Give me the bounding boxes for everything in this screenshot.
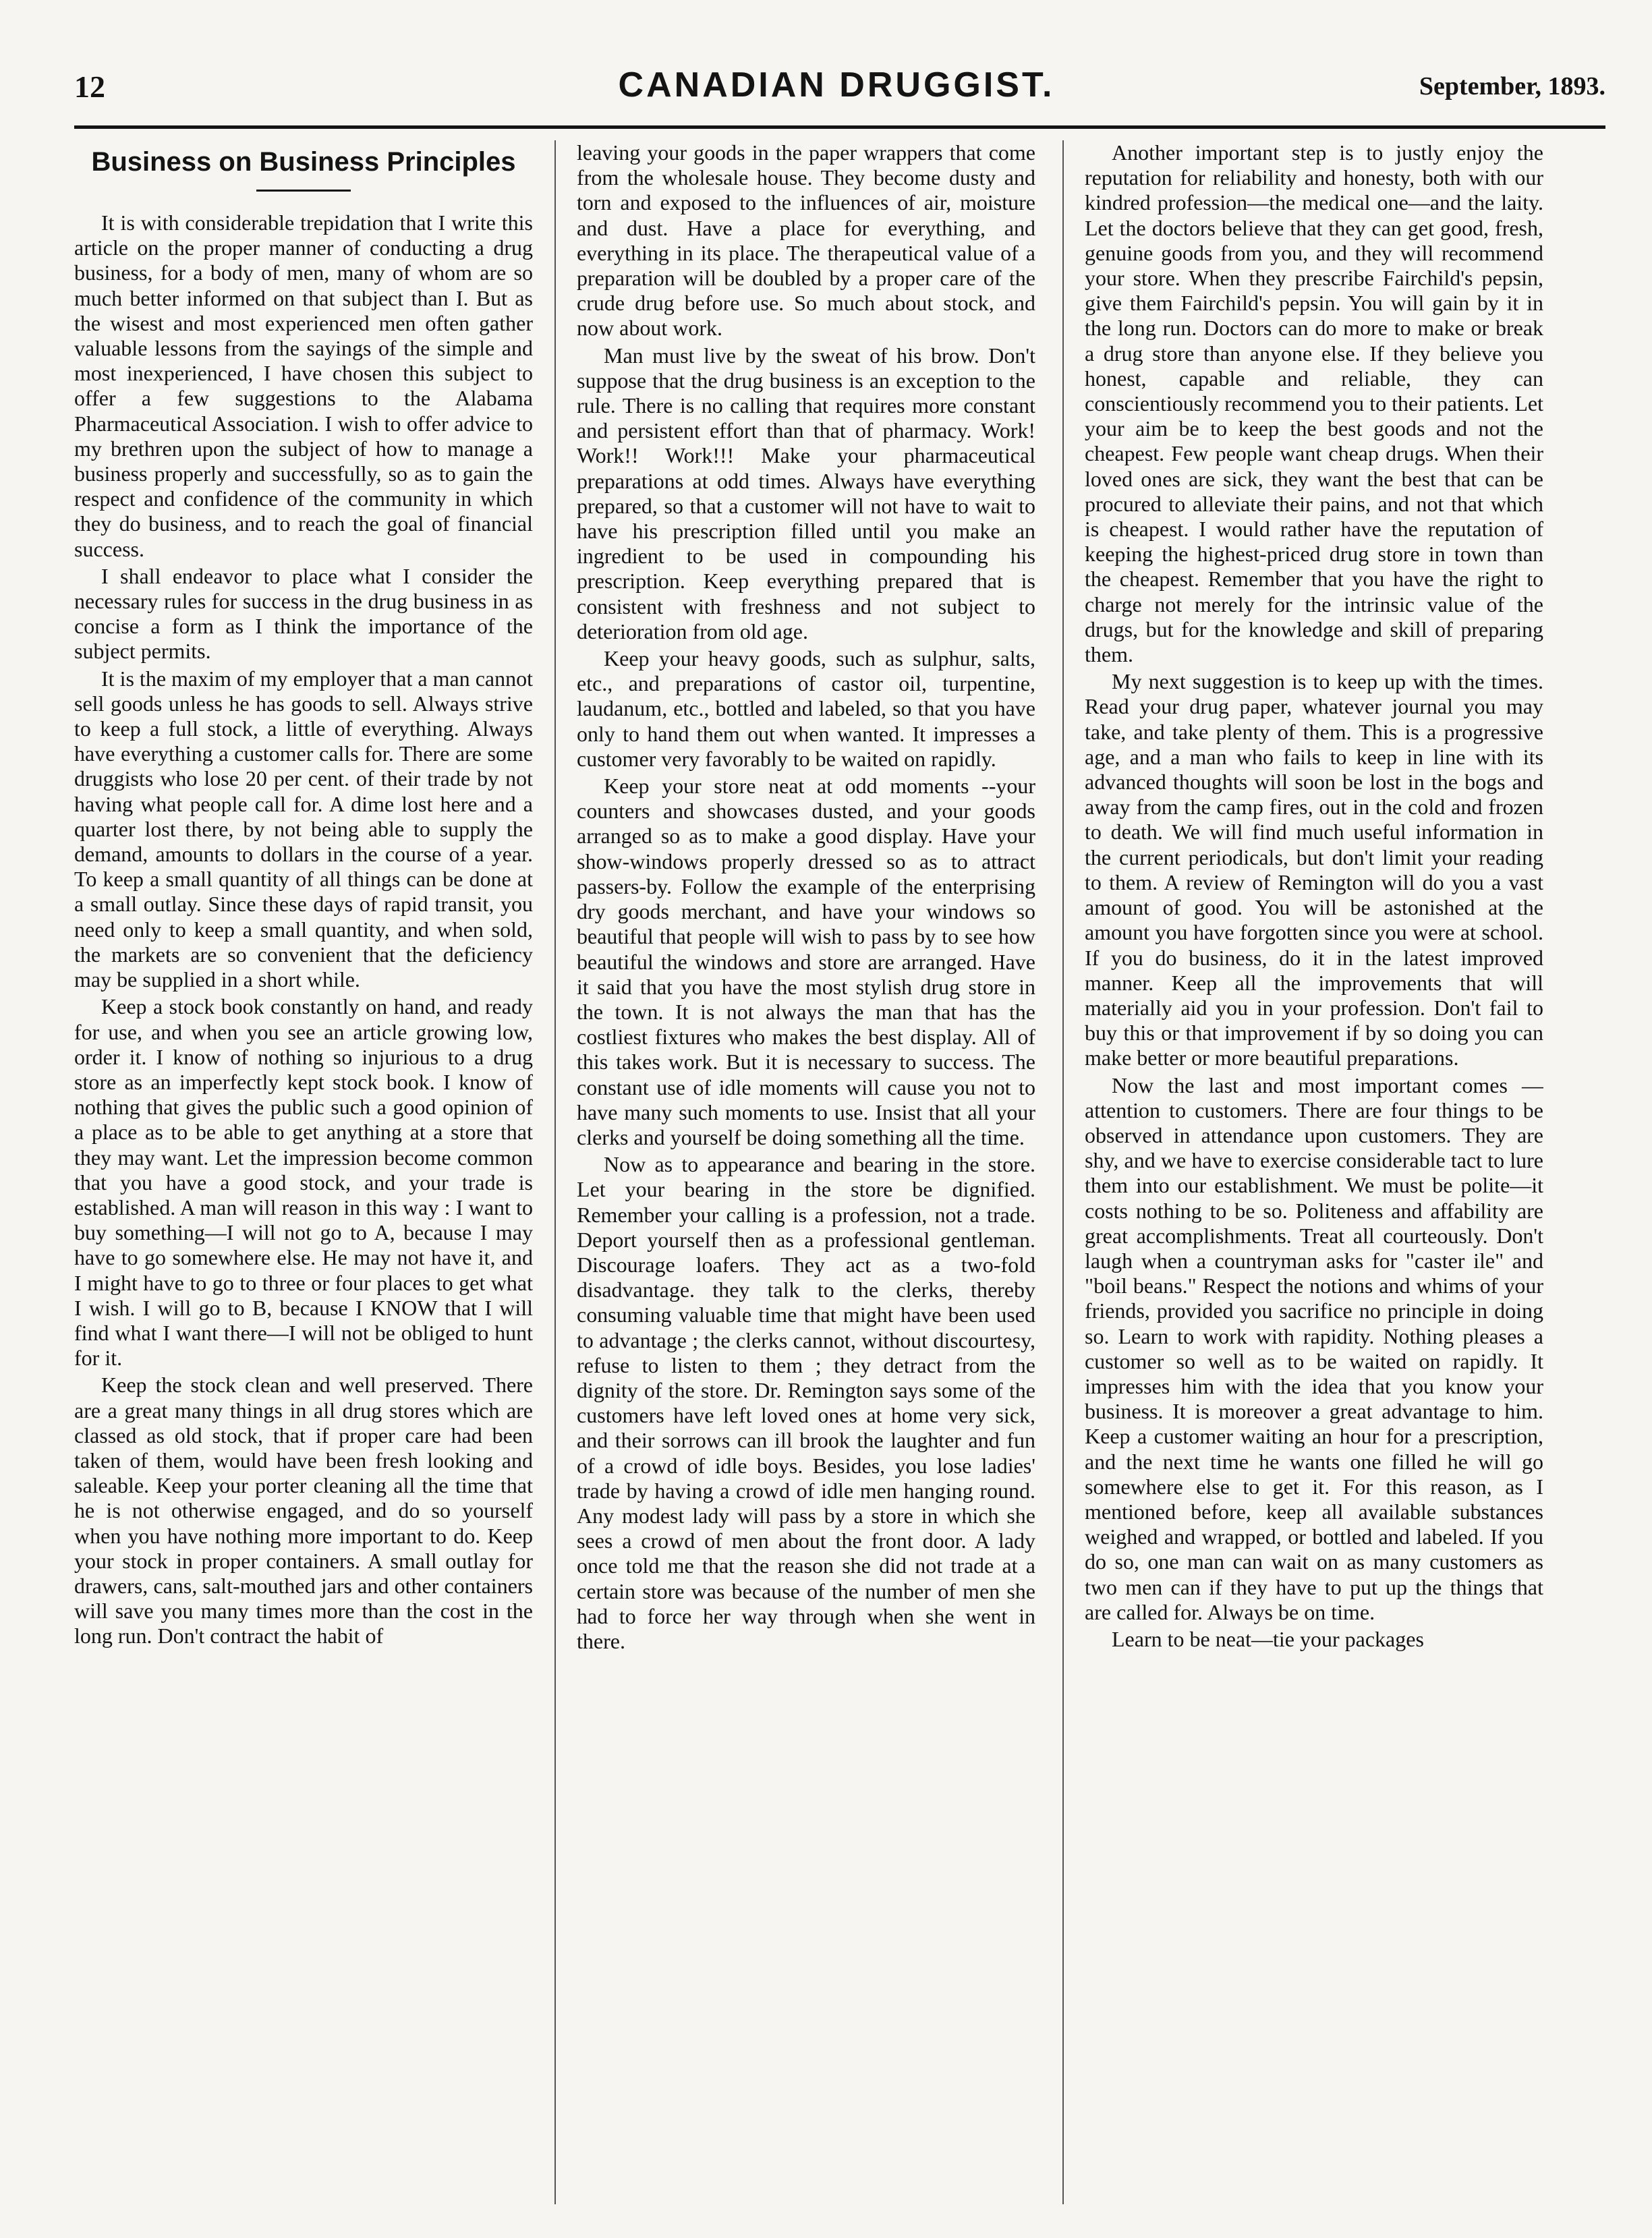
paragraph: Another important step is to justly enjoy the reputation for reliability and honesty, both with our kindred profession—the medical one—and the laity. Let the doctors believe that they can get good, fresh, genuine goods from you, and they will recommend your store. When they prescribe Fairchild's pepsin, give them Fairchild's pepsin. You will gain by it in the long run. Doctors can do more to make or break a drug store than anyone else. If they believe you honest, capable and reliable, they can conscientiously recommend you to their patients. Let your aim be to keep the best goods and not the cheapest. Few people want cheap drugs. When their loved ones are sick, they want the best that can be procured to alleviate their pains, and not that which is cheapest. I would rather have the reputation of keeping the highest-priced drug store in town than the cheapest. Remember that you have the right to charge not merely for the intrinsic value of the drugs, but for the knowledge and skill of preparing them. — [1085, 140, 1543, 667]
paragraph: Now the last and most important comes —attention to customers. There are four things to be observed in attendance upon customers. They are shy, and we have to exercise considerable tact to lure them into our establishment. We must be polite—it costs nothing to be so. Politeness and affability are great accomplishments. Treat all courteously. Don't laugh when a countryman asks for "caster ile" and "boil beans." Respect the notions and whims of your friends, provided you sacrifice no principle in doing so. Learn to work with rapidity. Nothing pleases a customer so well as to be waited on rapidly. It impresses him with the idea that you know your business. It is moreover a great advantage to him. Keep a customer waiting an hour for a prescription, and the next time he wants one filled he will go somewhere else to get it. For this reason, as I mentioned before, keep all available substances weighed and wrapped, or bottled and labeled. If you do so, one man can wait on as many customers as two men can if they have to put up the things that are called for. Always be on time. — [1085, 1072, 1543, 1624]
paragraph: I shall endeavor to place what I consider the necessary rules for success in the drug business in as concise a form as I think the importance of the subject permits. — [74, 563, 533, 664]
journal-title: CANADIAN DRUGGIST. — [618, 65, 1055, 105]
paragraph: Keep your store neat at odd moments --your counters and showcases dusted, and your goods arranged so as to make a good display. Have your show-windows properly dressed so as to attract passers-by. Follow the example of the enterprising dry goods merchant, and have your windows so beautiful that people will wish to pass by to see how beautiful the windows and store are arranged. Have it said that you have the most stylish drug store in the town. It is not always the man that has the costliest fixtures who makes the best display. All of this takes work. But it is necessary to success. The constant use of idle moments will cause you not to have many such moments to use. Insist that all your clerks and yourself be doing something all the time. — [577, 774, 1035, 1149]
page-number: 12 — [74, 69, 105, 104]
column-2 — [577, 140, 1035, 2204]
masthead — [74, 65, 1605, 119]
paragraph: It is with considerable trepidation that I write this article on the proper manner of conducting a drug business, for a body of men, many of whom are so much better informed on that subject than I. But as the wisest and most experienced men often gather valuable lessons from the sayings of the simple and most inexperienced, I have chosen this subject to offer a few suggestions to the Alabama Pharmaceutical Association. I wish to offer advice to my brethren upon the subject of how to manage a business properly and successfully, so as to gain the respect and confidence of the community in which they do business, and to reach the goal of financial success. — [74, 210, 533, 561]
column-1 — [74, 140, 533, 2204]
paragraph: Keep the stock clean and well preserved. There are a great many things in all drug stores which are classed as old stock, that if proper care had been taken of them, would have been fresh looking and saleable. Keep your porter cleaning all the time that he is not otherwise engaged, and do so yourself when you have nothing more important to do. Keep your stock in proper containers. A small outlay for drawers, cans, salt-mouthed jars and other containers will save you many times more than the cost in the long run. Don't contract the habit of — [74, 1373, 533, 1648]
paragraph: Keep your heavy goods, such as sulphur, salts, etc., and preparations of castor oil, turpentine, laudanum, etc., bottled and labeled, so that you have only to hand them out when wanted. It impresses a customer very favorably to be waited on rapidly. — [577, 646, 1035, 771]
column-divider — [554, 140, 556, 2204]
issue-date: September, 1893. — [1419, 72, 1605, 101]
paragraph: Now as to appearance and bearing in the store. Let your bearing in the store be dignified. Remember your calling is a profession, not a trade. Deport yourself then as a professional gentleman. Discourage loafers. They act as a two-fold disadvantage. they talk to the clerks, thereby consuming valuable time that might have been used to advantage ; the clerks cannot, without discourtesy, refuse to listen to them ; they detract from the dignity of the store. Dr. Remington says some of the customers have left loved ones at home very sick, and their sorrows can ill brook the laughter and fun of a crowd of idle boys. Besides, you lose ladies' trade by having a crowd of idle men hanging round. Any modest lady will pass by a store in which she sees a crowd of men about the front door. A lady once told me that the reason she did not trade at a certain store was because of the number of men she had to force her way through when she went in there. — [577, 1152, 1035, 1653]
article-title: Business on Business Principles — [91, 147, 516, 177]
paragraph: Keep a stock book constantly on hand, and ready for use, and when you see an article growing low, order it. I know of nothing so injurious to a drug store as an imperfectly kept stock book. I know of nothing that gives the public such a good opinion of a place as to be able to get anything at a store that they may want. Let the impression become common that you have a good stock, and your trade is established. A man will reason in this way : I want to buy something—I will not go to A, because I may have to go somewhere else. He may not have it, and I might have to go to three or four places to get what I wish. I will go to B, because I KNOW that I will find what I want there—I will not be obliged to hunt for it. — [74, 994, 533, 1371]
paragraph: Man must live by the sweat of his brow. Don't suppose that the drug business is an exception to the rule. There is no calling that requires more constant and persistent effort than that of pharmacy. Work! Work!! Work!!! Make your pharmaceutical preparations at odd times. Always have everything prepared, so that a customer will not have to wait to have his prescription filled until you make an ingredient to be used in compounding his prescription. Keep everything prepared that is consistent with freshness and not subject to deterioration from old age. — [577, 343, 1035, 643]
paragraph: My next suggestion is to keep up with the times. Read your drug paper, whatever journal you may take, and take plenty of them. This is a progressive age, and a man who fails to keep in line with its advanced thoughts will soon be lost in the bogs and away from the camp fires, out in the cold and frozen to death. We will find much useful information in the current periodicals, but don't limit your reading to them. A review of Remington will do you a vast amount of good. You will be astonished at the amount you have forgotten since you were at school. If you do business, do it in the latest improved manner. Keep all the improvements that will materially aid you in your profession. Don't fail to buy this or that improvement if by so doing you can make better or more beautiful preparations. — [1085, 669, 1543, 1070]
paragraph: It is the maxim of my employer that a man cannot sell goods unless he has goods to sell. Always strive to keep a full stock, a little of everything. Always have everything a customer calls for. There are some druggists who lose 20 per cent. of their trade by not having what people call for. A dime lost here and a quarter lost there, by not being able to supply the demand, amounts to dollars in the course of a year. To keep a small quantity of all things can be done at a small outlay. Since these days of rapid transit, you need only to keep a small quantity, and when sold, the markets are so convenient that the deficiency may be supplied in a short while. — [74, 666, 533, 992]
column-3 — [1085, 140, 1543, 2204]
column-divider — [1062, 140, 1064, 2204]
paragraph: Learn to be neat—tie your packages — [1112, 1626, 1424, 1651]
paragraph: leaving your goods in the paper wrappers that come from the wholesale house. They become dusty and torn and exposed to the influences of air, moisture and dust. Have a place for everything, and everything in its place. The therapeutical value of a preparation will be doubled by a proper care of the crude drug before use. So much about stock, and now about work. — [577, 140, 1035, 341]
title-rule — [256, 190, 351, 192]
masthead-rule — [74, 125, 1605, 129]
